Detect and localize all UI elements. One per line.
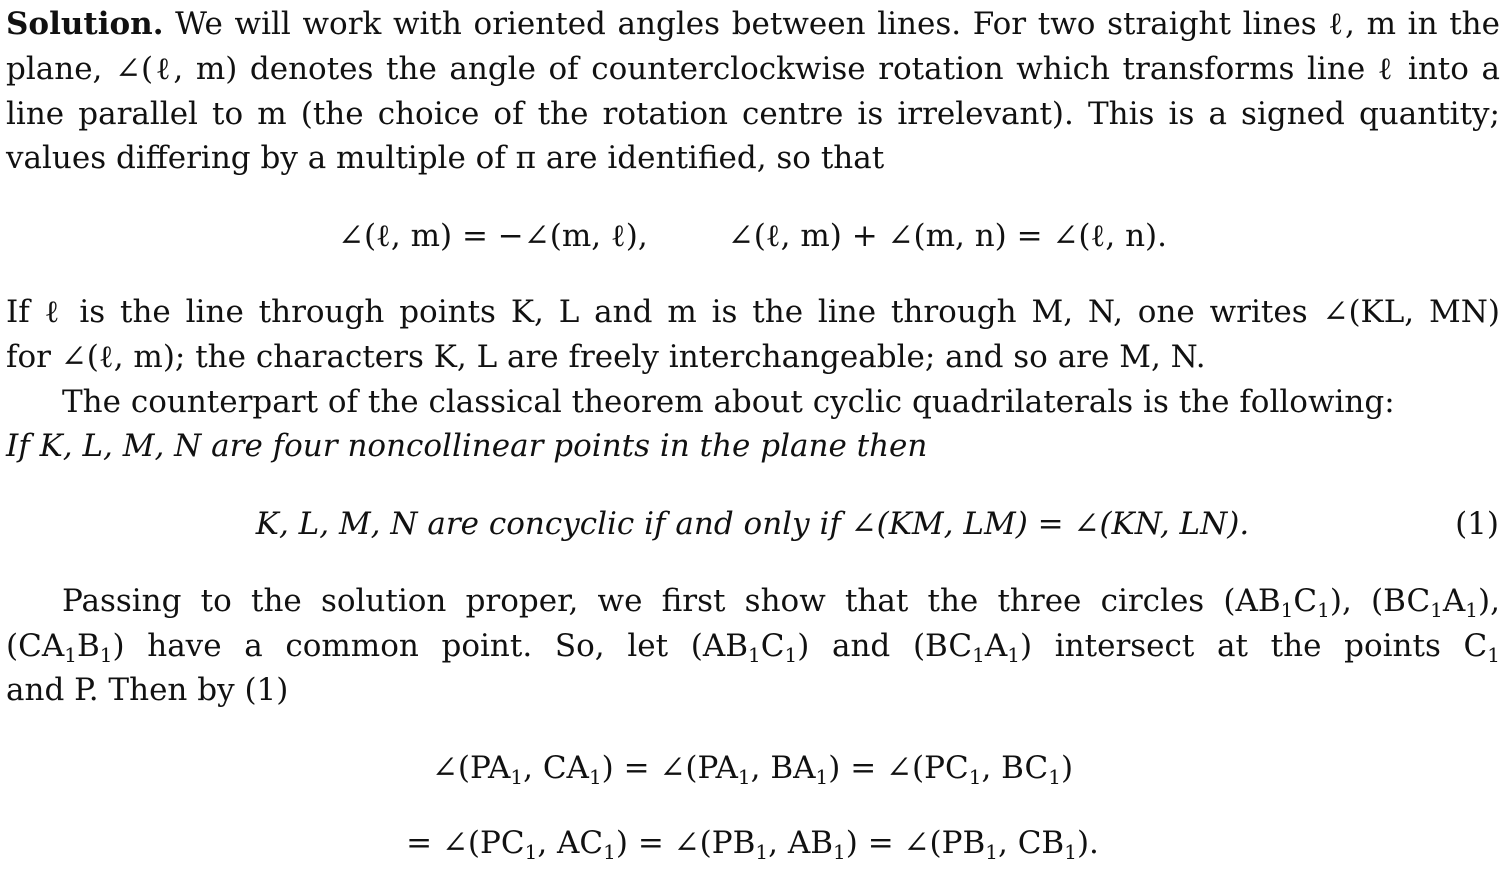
paragraph2-line1: If ℓ is the line through points K, L and m is the line through M, N, one writes ∠(KL, MN) [6, 294, 1500, 330]
solution-heading: Solution. [6, 6, 164, 42]
paragraph3-line1: Passing to the solution proper, we first show that the three circles $(AB_1C_1)$, $(BC_1A_1)$, [62, 583, 1500, 622]
paragraph1-line1-text: We will work with oriented angles between lines. For two straight lines ℓ, m in the [175, 6, 1500, 42]
paragraph1-line1 [6, 4, 1500, 44]
identity-right: ∠(ℓ, m) + ∠(m, n) = ∠(ℓ, n). [727, 218, 1167, 254]
identity-left: ∠(ℓ, m) = −∠(m, ℓ), [337, 218, 648, 254]
equation-1: K, L, M, N are concyclic if and only if ∠(KM, LM) = ∠(KN, LN). [255, 506, 1250, 542]
paragraph2-line3: The counterpart of the classical theorem about cyclic quadrilaterals is the following: [62, 384, 1395, 420]
equation-1-number: (1) [1455, 506, 1499, 542]
paragraph2-line4: If K, L, M, N are four noncollinear points in the plane then [6, 428, 928, 464]
paragraph1-line3: line parallel to m (the choice of the rotation centre is irrelevant). This is a signed quantity; [6, 96, 1500, 132]
paragraph1-line2: plane, ∠(ℓ, m) denotes the angle of counterclockwise rotation which transforms line ℓ into a [6, 51, 1500, 87]
paragraph3-line3: and P. Then by (1) [6, 672, 289, 708]
paragraph2-line2: for ∠(ℓ, m); the characters K, L are freely interchangeable; and so are M, N. [6, 339, 1206, 375]
paragraph1-line4: values differing by a multiple of π are identified, so that [6, 140, 885, 176]
equation-chain-row2: = $\angle(PC_1$, $AC_1$) = $\angle(PB_1$, $AB_1$) = $\angle(PB_1$, $CB_1$). [406, 825, 1099, 864]
paragraph3-line2: $(CA_1B_1)$ have a common point. So, let $(AB_1C_1)$ and $(BC_1A_1)$ intersect at the points $C_1$ [6, 628, 1500, 667]
equation-identities [0, 216, 1505, 256]
equation-chain-row1: $\angle(PA_1$, $CA_1$) = $\angle(PA_1$, $BA_1$) = $\angle(PC_1$, $BC_1$) [431, 750, 1074, 789]
